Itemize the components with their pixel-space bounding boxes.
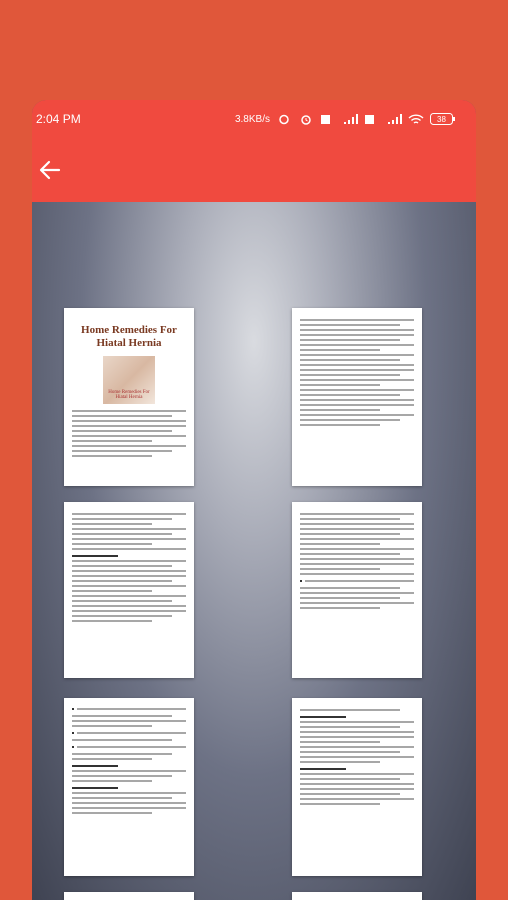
text-line [72, 708, 74, 710]
status-bar [32, 100, 476, 138]
text-line [72, 620, 152, 622]
text-line [72, 518, 172, 520]
text-line [300, 419, 400, 421]
text-line [300, 788, 414, 790]
volte-icon [320, 114, 336, 125]
text-line [72, 765, 118, 767]
text-line [72, 600, 172, 602]
text-line [300, 409, 380, 411]
text-line [72, 780, 152, 782]
text-line [300, 379, 414, 381]
text-line [72, 435, 186, 437]
text-line [300, 354, 414, 356]
text-line [300, 523, 414, 525]
text-line [72, 445, 186, 447]
text-line [300, 548, 414, 550]
text-line [300, 746, 414, 748]
text-line [300, 716, 346, 718]
text-line [72, 410, 186, 412]
text-line [300, 592, 414, 594]
text-line [300, 558, 414, 560]
text-line [77, 746, 186, 748]
text-line [72, 725, 152, 727]
text-line [300, 773, 414, 775]
text-line [77, 732, 186, 734]
text-line [72, 739, 172, 741]
text-line [72, 570, 186, 572]
text-line [72, 787, 118, 789]
text-line [300, 580, 302, 582]
text-line [72, 730, 186, 736]
page-thumbnail-4[interactable] [292, 502, 422, 678]
text-line [72, 533, 172, 535]
text-line [72, 732, 74, 734]
text-line [72, 797, 172, 799]
text-line [300, 374, 400, 376]
text-line [300, 339, 400, 341]
text-line [300, 553, 400, 555]
text-line [300, 721, 414, 723]
text-line [72, 706, 186, 712]
text-line [300, 761, 380, 763]
text-line [72, 523, 152, 525]
text-line [300, 563, 414, 565]
text-line [72, 792, 186, 794]
status-time: 2:04 PM [36, 112, 81, 126]
text-line [72, 575, 186, 577]
text-line [300, 607, 380, 609]
text-line [300, 543, 380, 545]
text-line [72, 744, 186, 750]
page-thumbnail-1[interactable] [64, 308, 194, 486]
text-line [72, 548, 186, 550]
text-line [72, 513, 186, 515]
text-line [72, 585, 186, 587]
text-line [72, 440, 152, 442]
text-line [72, 560, 186, 562]
text-line [305, 580, 414, 582]
text-line [300, 726, 400, 728]
text-line [72, 543, 152, 545]
text-line [300, 518, 400, 520]
battery-icon [430, 113, 456, 125]
app-bar [32, 138, 476, 202]
battery-level: 38 [437, 115, 446, 124]
text-line [72, 746, 74, 748]
text-line [300, 389, 414, 391]
text-line [300, 568, 380, 570]
text-line [72, 415, 172, 417]
text-line [72, 425, 186, 427]
text-line [72, 420, 186, 422]
text-line [300, 324, 400, 326]
text-line [300, 741, 380, 743]
text-line [300, 513, 414, 515]
text-line [72, 802, 186, 804]
text-line [300, 756, 414, 758]
page-image [103, 356, 155, 404]
page-thumbnail-6[interactable] [292, 698, 422, 876]
text-line [72, 758, 152, 760]
text-line [72, 555, 118, 557]
text-line [300, 349, 380, 351]
text-line [300, 528, 414, 530]
page-thumbnail-3[interactable] [64, 502, 194, 678]
text-line [72, 605, 186, 607]
signal-icon [342, 114, 358, 125]
text-line [300, 329, 414, 331]
text-line [300, 793, 400, 795]
text-line [77, 708, 186, 710]
text-line [300, 736, 414, 738]
status-icons [235, 113, 456, 125]
alarm-icon [298, 114, 314, 125]
nfc-icon [276, 114, 292, 125]
text-line [72, 580, 172, 582]
signal-icon-2 [386, 114, 402, 125]
image-caption: Home Remedies For Hiatal Hernia [108, 390, 150, 400]
text-line [72, 610, 186, 612]
text-line [300, 731, 414, 733]
text-line [300, 602, 414, 604]
page-thumbnail-7[interactable] [64, 892, 194, 900]
text-line [72, 615, 172, 617]
text-line [300, 798, 414, 800]
text-line [72, 450, 172, 452]
text-line [72, 595, 186, 597]
text-line [72, 590, 152, 592]
text-line [300, 404, 414, 406]
text-line [300, 319, 414, 321]
text-line [300, 803, 380, 805]
text-line [300, 369, 414, 371]
page-thumbnail-5[interactable] [64, 698, 194, 876]
text-line [300, 768, 346, 770]
text-line [300, 424, 380, 426]
page-title: Home Remedies For Hiatal Hernia [81, 324, 177, 349]
text-line [300, 364, 414, 366]
text-line [300, 533, 400, 535]
text-line [72, 455, 152, 457]
text-line [300, 587, 400, 589]
pdf-thumbnail-grid[interactable] [32, 202, 476, 900]
text-line [300, 414, 414, 416]
text-line [72, 753, 172, 755]
text-line [300, 778, 400, 780]
text-line [300, 359, 400, 361]
text-line [300, 344, 414, 346]
network-speed: 3.8KB/s [234, 113, 270, 125]
text-line [72, 538, 186, 540]
text-line [300, 573, 414, 575]
text-line [300, 597, 400, 599]
volte-icon-2 [364, 114, 380, 125]
text-line [300, 751, 400, 753]
back-button[interactable] [36, 156, 64, 184]
text-line [300, 538, 414, 540]
text-line [300, 384, 380, 386]
text-line [300, 578, 414, 584]
text-line [72, 720, 186, 722]
phone-screen [32, 100, 476, 900]
page-thumbnail-2[interactable] [292, 308, 422, 486]
text-line [300, 334, 414, 336]
arrow-left-icon [39, 159, 61, 181]
text-line [72, 807, 186, 809]
text-line [300, 709, 400, 711]
text-line [300, 783, 414, 785]
text-line [72, 770, 186, 772]
text-line [72, 430, 172, 432]
text-line [72, 775, 172, 777]
text-line [72, 565, 172, 567]
text-line [72, 528, 186, 530]
text-line [300, 394, 400, 396]
text-line [300, 399, 414, 401]
text-line [72, 715, 172, 717]
page-thumbnail-8[interactable] [292, 892, 422, 900]
wifi-icon [408, 114, 424, 125]
text-line [72, 812, 152, 814]
